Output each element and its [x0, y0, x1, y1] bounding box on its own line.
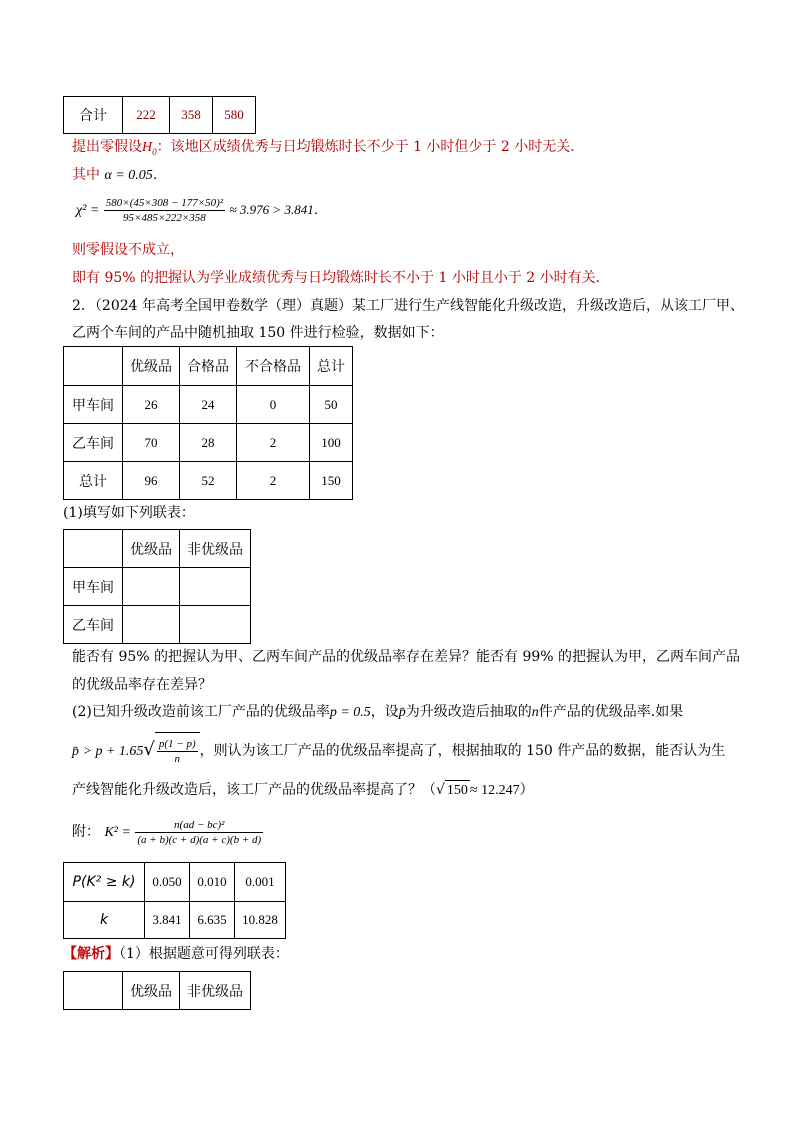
table-cell: 2	[237, 462, 310, 500]
table-cell	[180, 568, 251, 606]
question-ask-line-2: 的优级品率存在差异？	[72, 677, 212, 693]
table-cell: k	[64, 902, 145, 939]
alpha-line	[72, 165, 167, 186]
question-2-line-1: 2．（2024 年高考全国甲卷数学（理）真题）某工厂进行生产线智能化升级改造，升级改造后，从该工厂甲、	[72, 298, 744, 314]
table-cell: 50	[310, 386, 353, 424]
chi-result: ≈ 3.976 > 3.841．	[229, 202, 327, 217]
table-cell: 甲车间	[64, 386, 123, 424]
final-question-line	[72, 780, 534, 801]
top-total-table	[63, 96, 256, 134]
table-cell: 580	[213, 97, 256, 134]
table-cell: 10.828	[235, 902, 286, 939]
h0-symbol: H	[142, 140, 153, 155]
table-row	[64, 902, 286, 939]
h0-text: ：该地区成绩优秀与日均锻炼时长不少于 1 小时但少于 2 小时无关．	[156, 139, 585, 155]
sqrt-approx: ≈ 12.247）	[469, 783, 534, 798]
table-row	[64, 606, 251, 644]
table-row	[64, 97, 256, 134]
data-table	[63, 346, 353, 500]
table-cell: 乙车间	[64, 424, 123, 462]
table-cell	[123, 606, 180, 644]
sqrt-icon: √	[143, 739, 155, 760]
table-header-cell: 优级品	[123, 972, 180, 1010]
part-2-line	[72, 702, 683, 723]
table-header-cell: 优级品	[123, 530, 180, 568]
table-header-cell	[64, 530, 123, 568]
table-header-cell: 非优级品	[180, 530, 251, 568]
inequality-text: ，则认为该工厂产品的优级品率提高了，根据抽取的 150 件产品的数据，能否认为生	[199, 743, 726, 759]
table-cell: 6.635	[190, 902, 235, 939]
inequality-lhs: p̄ > p + 1.65	[72, 744, 144, 759]
table-row	[64, 568, 251, 606]
table-cell	[123, 568, 180, 606]
part-2-pbar: p̄	[398, 705, 406, 720]
inequality-fraction	[157, 737, 198, 766]
solution-table	[63, 971, 251, 1010]
table-header-cell: 优级品	[123, 347, 180, 386]
part-1-prompt: (1)填写如下列联表：	[63, 505, 195, 521]
table-header-row	[64, 972, 251, 1010]
table-row	[64, 386, 353, 424]
table-cell: 24	[180, 386, 237, 424]
inequality-line	[72, 732, 725, 770]
k2-lhs: K² =	[104, 825, 131, 840]
solution-line	[63, 944, 289, 964]
table-cell: 0.050	[145, 863, 190, 902]
h0-subscript: 0	[152, 146, 157, 157]
table-cell: 222	[123, 97, 170, 134]
question-2-line-2: 乙两个车间的产品中随机抽取 150 件进行检验，数据如下：	[72, 325, 444, 341]
question-ask-line-1: 能否有 95% 的把握认为甲、乙两车间产品的优级品率存在差异？能否有 99% 的把握认为甲，乙两车间产品	[72, 649, 741, 665]
final-question-text: 产线智能化升级改造后，该工厂产品的优级品率提高了？（	[72, 782, 436, 798]
part-2-text-a: (2)已知升级改造前该工厂产品的优级品率	[72, 704, 330, 720]
table-row	[64, 462, 353, 500]
chi-square-formula	[76, 194, 327, 227]
table-cell: 26	[123, 386, 180, 424]
sqrt-value: 150	[445, 780, 470, 801]
part-2-text-c: 为升级改造后抽取的	[405, 704, 532, 720]
k2-fraction	[135, 818, 263, 847]
inequality-denominator: n	[174, 752, 181, 765]
table-cell: 合计	[64, 97, 123, 134]
alpha-expression: α = 0.05．	[104, 168, 167, 183]
table-cell: 乙车间	[64, 606, 123, 644]
critical-value-table	[63, 862, 286, 939]
table-cell	[180, 606, 251, 644]
blank-contingency-table	[63, 529, 251, 644]
inequality-sqrt	[155, 732, 200, 769]
table-header-cell	[64, 347, 123, 386]
chi-numerator: 580×(45×308 − 177×50)²	[105, 196, 224, 209]
table-header-cell: 非优级品	[180, 972, 251, 1010]
table-cell: 甲车间	[64, 568, 123, 606]
table-cell: 150	[310, 462, 353, 500]
chi-lhs: χ² =	[76, 203, 100, 218]
solution-tag: 【解析】	[63, 946, 119, 962]
table-cell: P(K² ≥ k)	[64, 863, 145, 902]
table-header-cell	[64, 972, 123, 1010]
part-2-text-d: 件产品的优级品率.如果	[538, 704, 684, 720]
table-cell: 0.001	[235, 863, 286, 902]
table-header-cell: 总计	[310, 347, 353, 386]
inequality-numerator: p(1 − p)	[158, 737, 196, 750]
table-cell: 2	[237, 424, 310, 462]
part-2-text-b: ，设	[370, 704, 399, 720]
table-header-row	[64, 530, 251, 568]
table-row	[64, 863, 286, 902]
table-cell: 3.841	[145, 902, 190, 939]
null-hypothesis-line	[72, 137, 584, 162]
solution-text: （1）根据题意可得列联表：	[119, 946, 289, 962]
table-cell: 0.010	[190, 863, 235, 902]
table-cell: 52	[180, 462, 237, 500]
k2-denominator: (a + b)(c + d)(a + c)(b + d)	[137, 833, 262, 846]
part-2-n: n	[531, 705, 539, 720]
appendix-label: 附：	[72, 824, 100, 840]
alpha-prefix: 其中	[72, 167, 100, 183]
table-cell: 总计	[64, 462, 123, 500]
table-header-row	[64, 347, 353, 386]
table-cell: 0	[237, 386, 310, 424]
sqrt-icon: √	[436, 782, 445, 798]
table-cell: 28	[180, 424, 237, 462]
h0-prefix: 提出零假设	[72, 139, 142, 155]
part-2-p-value: p = 0.5	[329, 705, 371, 720]
table-cell: 358	[170, 97, 213, 134]
table-header-cell: 合格品	[180, 347, 237, 386]
table-cell: 70	[123, 424, 180, 462]
chi-denominator: 95×485×222×358	[123, 211, 206, 224]
table-cell: 96	[123, 462, 180, 500]
table-row	[64, 424, 353, 462]
table-cell: 100	[310, 424, 353, 462]
conclusion-line: 即有 95% 的把握认为学业成绩优秀与日均锻炼时长不小于 1 小时且小于 2 小时有关．	[72, 270, 610, 286]
k2-formula-line	[72, 814, 263, 851]
reject-line: 则零假设不成立，	[72, 242, 184, 258]
table-header-cell: 不合格品	[237, 347, 310, 386]
k2-numerator: n(ad − bc)²	[135, 818, 263, 833]
chi-fraction	[104, 196, 225, 225]
